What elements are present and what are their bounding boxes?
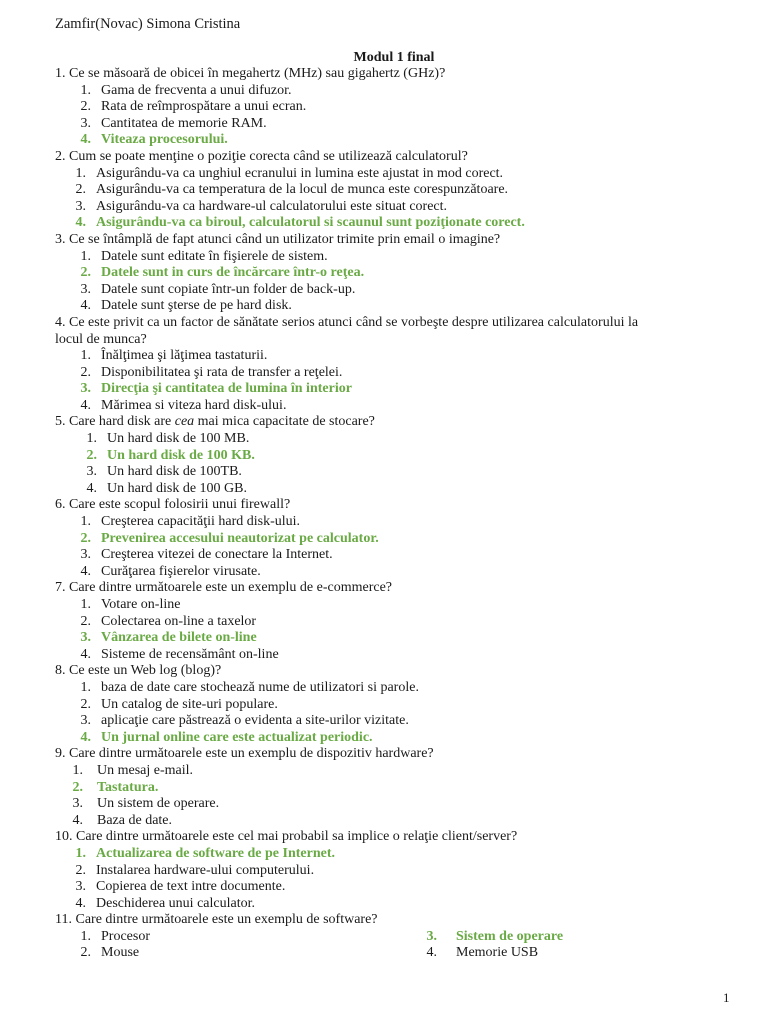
option-text: aplicaţie care păstrează o evidenta a site-urilor vizitate. bbox=[101, 713, 409, 729]
answer-option bbox=[55, 182, 715, 199]
option-number: 4. bbox=[426, 945, 437, 961]
option-text: Un hard disk de 100 MB. bbox=[107, 431, 250, 447]
option-text: Datele sunt in curs de încărcare într-o reţea. bbox=[101, 265, 365, 281]
correct-answer-option bbox=[55, 448, 715, 465]
option-text: Asigurându-va ca temperatura de la locul de munca este corespunzătoare. bbox=[96, 182, 509, 198]
option-number: 1. bbox=[80, 82, 91, 98]
option-number: 1. bbox=[86, 431, 97, 447]
option-text: Mărimea si viteza hard disk-ului. bbox=[101, 397, 287, 413]
option-number: 3. bbox=[80, 281, 91, 297]
answer-option bbox=[55, 863, 715, 880]
option-text: Un catalog de site-uri populare. bbox=[101, 696, 278, 712]
option-text: Baza de date. bbox=[97, 812, 173, 828]
option-number: 2. bbox=[75, 182, 86, 198]
question-text: 7. Care dintre următoarele este un exemplu de e-commerce? bbox=[55, 580, 393, 596]
option-text: Vânzarea de bilete on-line bbox=[101, 630, 257, 646]
option-text: Votare on-line bbox=[101, 597, 181, 612]
option-text: Colectarea on-line a taxelor bbox=[101, 613, 257, 629]
quiz-body bbox=[55, 66, 715, 962]
option-number: 3. bbox=[80, 713, 91, 729]
option-number: 2. bbox=[75, 862, 86, 878]
answer-option bbox=[55, 365, 715, 382]
answer-option bbox=[55, 813, 715, 830]
option-number: 2. bbox=[80, 530, 91, 546]
answer-option bbox=[55, 614, 715, 631]
correct-answer-option bbox=[55, 730, 715, 747]
question-7 bbox=[55, 580, 715, 597]
question-text: 6. Care este scopul folosirii unui firewall? bbox=[55, 497, 291, 513]
answer-option bbox=[55, 298, 715, 315]
correct-answer-option bbox=[55, 381, 715, 398]
page-number: 1 bbox=[723, 990, 730, 1005]
option-text: Gama de frecventa a unui difuzor. bbox=[101, 82, 292, 98]
answer-option bbox=[55, 464, 715, 481]
option-text: Un sistem de operare. bbox=[97, 796, 220, 812]
option-number: 4. bbox=[86, 480, 97, 496]
answer-option bbox=[55, 431, 715, 448]
option-number: 2. bbox=[80, 696, 91, 712]
question-text-emphasis: cea bbox=[174, 414, 195, 430]
question-1 bbox=[55, 66, 715, 83]
question-8 bbox=[55, 663, 715, 680]
answer-option bbox=[55, 199, 715, 216]
option-number: 1. bbox=[80, 679, 91, 695]
question-text: 2. Cum se poate menţine o poziţie corecta când se utilizează calculatorul? bbox=[55, 148, 468, 164]
option-text: Deschiderea unui calculator. bbox=[96, 895, 255, 911]
document-title: Modul 1 final bbox=[353, 50, 435, 65]
option-number: 2. bbox=[80, 265, 91, 281]
correct-answer-option bbox=[55, 215, 715, 232]
answer-option bbox=[55, 514, 715, 531]
question-9 bbox=[55, 746, 715, 763]
answer-option bbox=[55, 547, 715, 564]
option-number: 4. bbox=[80, 132, 91, 148]
answer-option bbox=[55, 929, 375, 946]
option-text: Disponibilitatea şi rata de transfer a reţelei. bbox=[101, 364, 343, 380]
option-number: 1. bbox=[80, 348, 91, 364]
question-text: 10. Care dintre următoarele este cel mai probabil sa implice o relaţie client/server? bbox=[55, 829, 518, 845]
option-number: 1. bbox=[80, 514, 91, 530]
option-number: 3. bbox=[75, 879, 86, 895]
option-text: Asigurându-va ca unghiul ecranului in lumina este ajustat in mod corect. bbox=[96, 165, 504, 181]
answer-option bbox=[55, 481, 715, 498]
option-text: Viteaza procesorului. bbox=[101, 132, 228, 148]
question-text: 5. Care hard disk are bbox=[55, 414, 175, 430]
option-text: Datele sunt editate în fişierele de sistem. bbox=[101, 248, 328, 264]
answer-option bbox=[55, 796, 715, 813]
answer-option bbox=[55, 99, 715, 116]
option-number: 4. bbox=[80, 563, 91, 579]
option-number: 2. bbox=[86, 447, 97, 463]
option-text: Curăţarea fişierelor virusate. bbox=[101, 563, 261, 579]
option-number: 4. bbox=[80, 397, 91, 413]
question-11 bbox=[55, 912, 715, 929]
option-text: Direcţia şi cantitatea de lumina în interior bbox=[101, 381, 352, 397]
option-number: 1. bbox=[80, 248, 91, 264]
option-number: 4. bbox=[75, 895, 86, 911]
answer-option bbox=[55, 348, 715, 365]
option-text: Datele sunt şterse de pe hard disk. bbox=[101, 298, 292, 314]
answer-option bbox=[55, 398, 715, 415]
option-number: 1. bbox=[75, 845, 86, 861]
option-number: 2. bbox=[80, 945, 91, 961]
answer-option bbox=[55, 282, 715, 299]
answer-grid bbox=[55, 929, 715, 962]
option-number: 3. bbox=[75, 198, 86, 214]
question-text-cont: locul de munca? bbox=[55, 331, 147, 347]
option-text: baza de date care stochează nume de utilizatori si parole. bbox=[101, 679, 419, 695]
correct-answer-option bbox=[55, 531, 715, 548]
option-text: Asigurându-va ca biroul, calculatorul si scaunul sunt poziţionate corect. bbox=[96, 215, 525, 231]
option-text: Procesor bbox=[101, 928, 150, 944]
option-number: 1. bbox=[75, 165, 86, 181]
option-text: Un hard disk de 100 GB. bbox=[107, 480, 247, 496]
correct-answer-option bbox=[55, 132, 715, 149]
option-number: 2. bbox=[80, 364, 91, 380]
option-number: 1. bbox=[80, 928, 91, 944]
answer-option bbox=[55, 680, 715, 697]
option-number: 3. bbox=[80, 115, 91, 131]
answer-option bbox=[55, 647, 715, 664]
option-number: 4. bbox=[75, 215, 86, 231]
answer-option bbox=[55, 713, 715, 730]
correct-answer-option bbox=[55, 630, 715, 647]
answer-option bbox=[55, 879, 715, 896]
option-number: 4. bbox=[80, 646, 91, 662]
question-5 bbox=[55, 414, 715, 431]
option-number: 3. bbox=[426, 928, 437, 944]
answer-column-right bbox=[415, 929, 735, 962]
option-text: Rata de reîmprospătare a unui ecran. bbox=[101, 99, 307, 115]
option-text: Un hard disk de 100TB. bbox=[107, 464, 242, 480]
answer-column-left bbox=[55, 929, 375, 962]
option-text: Instalarea hardware-ului computerului. bbox=[96, 862, 315, 878]
option-number: 4. bbox=[80, 729, 91, 745]
option-number: 4. bbox=[72, 812, 83, 828]
question-text: 11. Care dintre următoarele este un exemplu de software? bbox=[55, 912, 378, 928]
option-text: Tastatura. bbox=[97, 779, 159, 795]
option-number: 1. bbox=[72, 762, 83, 778]
author-name: Zamfir(Novac) Simona Cristina bbox=[55, 16, 241, 32]
answer-option bbox=[55, 945, 375, 962]
question-10 bbox=[55, 829, 715, 846]
question-text: 8. Ce este un Web log (blog)? bbox=[55, 663, 222, 679]
correct-answer-option bbox=[415, 929, 735, 946]
question-text: 1. Ce se măsoară de obicei în megahertz (MHz) sau gigahertz (GHz)? bbox=[55, 66, 446, 81]
option-text: Prevenirea accesului neautorizat pe calculator. bbox=[101, 530, 379, 546]
question-3 bbox=[55, 232, 715, 249]
answer-option bbox=[55, 564, 715, 581]
question-text: 4. Ce este privit ca un factor de sănătate serios atunci când se vorbeşte despre utilizarea calculatorului la bbox=[55, 314, 639, 330]
answer-option bbox=[55, 116, 715, 133]
question-4 bbox=[55, 315, 715, 348]
option-number: 1. bbox=[80, 597, 91, 612]
option-number: 2. bbox=[80, 613, 91, 629]
option-number: 3. bbox=[80, 381, 91, 397]
option-text: Memorie USB bbox=[456, 945, 539, 961]
option-text: Mouse bbox=[101, 945, 140, 961]
answer-option bbox=[55, 763, 715, 780]
option-text: Asigurându-va ca hardware-ul calculatorului este situat corect. bbox=[96, 198, 448, 214]
option-text: Cantitatea de memorie RAM. bbox=[101, 115, 267, 131]
answer-option bbox=[55, 697, 715, 714]
answer-option bbox=[55, 83, 715, 100]
correct-answer-option bbox=[55, 780, 715, 797]
question-6 bbox=[55, 497, 715, 514]
answer-option bbox=[55, 597, 715, 614]
option-number: 4. bbox=[80, 298, 91, 314]
option-text: Creşterea vitezei de conectare la Internet. bbox=[101, 547, 333, 563]
question-text: 3. Ce se întâmplă de fapt atunci când un utilizator trimite prin email o imagine? bbox=[55, 231, 501, 247]
option-number: 2. bbox=[80, 99, 91, 115]
question-2 bbox=[55, 149, 715, 166]
option-text: Un mesaj e-mail. bbox=[97, 762, 194, 778]
option-text: Creşterea capacităţii hard disk-ului. bbox=[101, 514, 301, 530]
correct-answer-option bbox=[55, 265, 715, 282]
answer-option bbox=[55, 249, 715, 266]
option-number: 3. bbox=[80, 547, 91, 563]
option-text: Un jurnal online care este actualizat periodic. bbox=[101, 729, 373, 745]
answer-option bbox=[415, 945, 735, 962]
option-text: Sisteme de recensământ on-line bbox=[101, 646, 279, 662]
option-text: Datele sunt copiate într-un folder de back-up. bbox=[101, 281, 356, 297]
option-number: 2. bbox=[72, 779, 83, 795]
question-text: mai mica capacitate de stocare? bbox=[194, 414, 375, 430]
option-text: Actualizarea de software de pe Internet. bbox=[96, 845, 335, 861]
answer-option bbox=[55, 896, 715, 913]
question-text: 9. Care dintre următoarele este un exemplu de dispozitiv hardware? bbox=[55, 746, 434, 762]
option-number: 3. bbox=[72, 796, 83, 812]
answer-option bbox=[55, 166, 715, 183]
correct-answer-option bbox=[55, 846, 715, 863]
option-number: 3. bbox=[80, 630, 91, 646]
option-text: Înălţimea şi lăţimea tastaturii. bbox=[101, 348, 268, 364]
option-text: Sistem de operare bbox=[456, 928, 564, 944]
option-number: 3. bbox=[86, 464, 97, 480]
option-text: Un hard disk de 100 KB. bbox=[107, 447, 255, 463]
option-text: Copierea de text intre documente. bbox=[96, 879, 286, 895]
